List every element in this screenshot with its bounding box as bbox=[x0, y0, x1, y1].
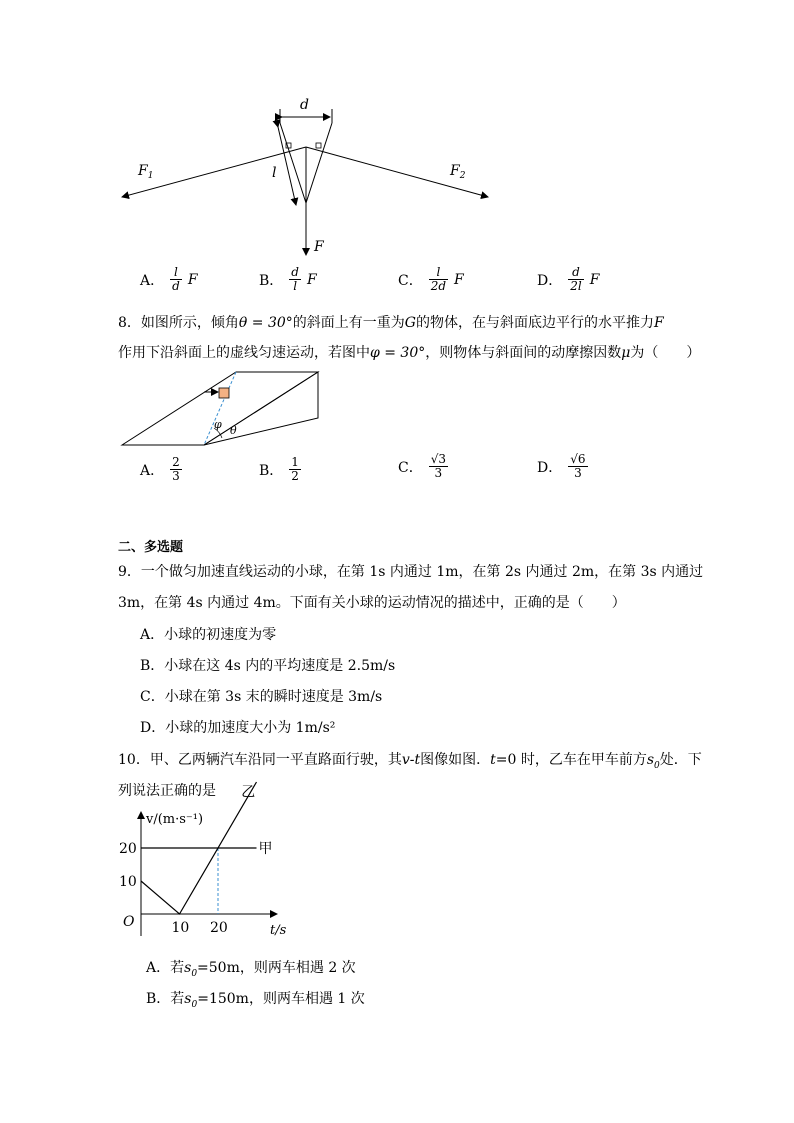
q8-option-b[interactable] bbox=[259, 456, 301, 483]
series-label: 甲 bbox=[258, 841, 273, 857]
fraction: $\frac{d}{2l}$ bbox=[570, 265, 582, 293]
option-letter: A． bbox=[140, 272, 165, 289]
option-tail: F bbox=[306, 271, 317, 288]
fraction: $\frac{1}{2}$ bbox=[291, 455, 299, 483]
label-F: F bbox=[314, 239, 324, 255]
option-letter: B． bbox=[259, 272, 284, 289]
label-l: l bbox=[272, 165, 277, 181]
incline-diagram-q8 bbox=[118, 368, 328, 450]
q8-line2: 作用下沿斜面上的虚线匀速运动，若图中φ = 30°，则物体与斜面间的动摩擦因数μ为（ ） bbox=[118, 345, 701, 361]
q9-option-c[interactable]: C．小球在第 3s 末的瞬时速度是 3m/s bbox=[140, 689, 383, 705]
fraction: $\frac{l}{2d}$ bbox=[430, 265, 447, 293]
option-tail: F bbox=[454, 271, 464, 288]
label-theta: θ bbox=[230, 424, 237, 437]
force-diagram-q7 bbox=[110, 95, 510, 260]
q10-line2: 列说法正确的是 bbox=[118, 783, 216, 799]
option-tail: F bbox=[187, 271, 198, 288]
y-tick-label: 10 bbox=[119, 874, 137, 890]
option-tail: F bbox=[589, 271, 600, 288]
fraction: $\frac{l}{d}$ bbox=[172, 265, 180, 293]
q9-option-a[interactable]: A．小球的初速度为零 bbox=[140, 627, 277, 643]
option-letter: B． bbox=[259, 462, 284, 479]
option-letter: C． bbox=[398, 459, 423, 476]
q8-line1: 8．如图所示，倾角θ = 30°的斜面上有一重为G的物体，在与斜面底边平行的水平推力F bbox=[118, 315, 664, 331]
fraction: $\frac{2}{3}$ bbox=[172, 455, 180, 483]
q7-option-c[interactable] bbox=[398, 266, 464, 293]
label-phi: φ bbox=[214, 418, 222, 431]
q9-line2: 3m，在第 4s 内通过 4m。下面有关小球的运动情况的描述中，正确的是（ ） bbox=[118, 595, 626, 611]
option-letter: D． bbox=[537, 459, 563, 476]
x-tick-label: 20 bbox=[210, 920, 228, 936]
fraction: $\frac{√6}{3}$ bbox=[570, 452, 586, 480]
q8-option-d[interactable] bbox=[537, 453, 588, 480]
x-tick-label: 10 bbox=[171, 920, 190, 936]
section-title: 二、多选题 bbox=[118, 540, 184, 555]
label-F2: $F_2$ bbox=[450, 163, 466, 181]
option-letter: A． bbox=[140, 462, 165, 479]
y-axis-label: v/(m·s⁻¹) bbox=[146, 812, 204, 827]
origin-label: O bbox=[123, 914, 135, 930]
q9-option-d[interactable]: D．小球的加速度大小为 1m/s² bbox=[140, 720, 336, 736]
q9-line1: 9．一个做匀加速直线运动的小球，在第 1s 内通过 1m，在第 2s 内通过 2m，在第 3s 内通过 bbox=[118, 564, 704, 580]
q9-option-b[interactable]: B．小球在这 4s 内的平均速度是 2.5m/s bbox=[140, 658, 396, 674]
q7-option-a[interactable] bbox=[140, 266, 198, 293]
option-letter: C． bbox=[398, 272, 423, 289]
x-axis-label: t/s bbox=[270, 923, 287, 938]
q8-option-c[interactable] bbox=[398, 453, 448, 480]
label-d: d bbox=[300, 97, 309, 113]
fraction: $\frac{√3}{3}$ bbox=[430, 452, 447, 480]
y-tick-label: 20 bbox=[119, 841, 137, 857]
option-letter: D． bbox=[537, 272, 563, 289]
q10-option-b[interactable]: B．若$s_0=150m$，则两车相遇 1 次 bbox=[146, 991, 365, 1010]
q10-option-a[interactable]: A．若$s_0=50m$，则两车相遇 2 次 bbox=[146, 960, 356, 979]
fraction: $\frac{d}{l}$ bbox=[291, 265, 299, 293]
q8-option-a[interactable] bbox=[140, 456, 182, 483]
label-F1: $F_1$ bbox=[138, 163, 154, 181]
q7-option-d[interactable] bbox=[537, 266, 599, 293]
series-label: 乙 bbox=[241, 784, 256, 801]
q7-option-b[interactable] bbox=[259, 266, 317, 293]
q10-line1: 10．甲、乙两辆汽车沿同一平直路面行驶，其v-t图像如图．t=0 时，乙车在甲车前方$s_0$处．下 bbox=[118, 752, 702, 771]
